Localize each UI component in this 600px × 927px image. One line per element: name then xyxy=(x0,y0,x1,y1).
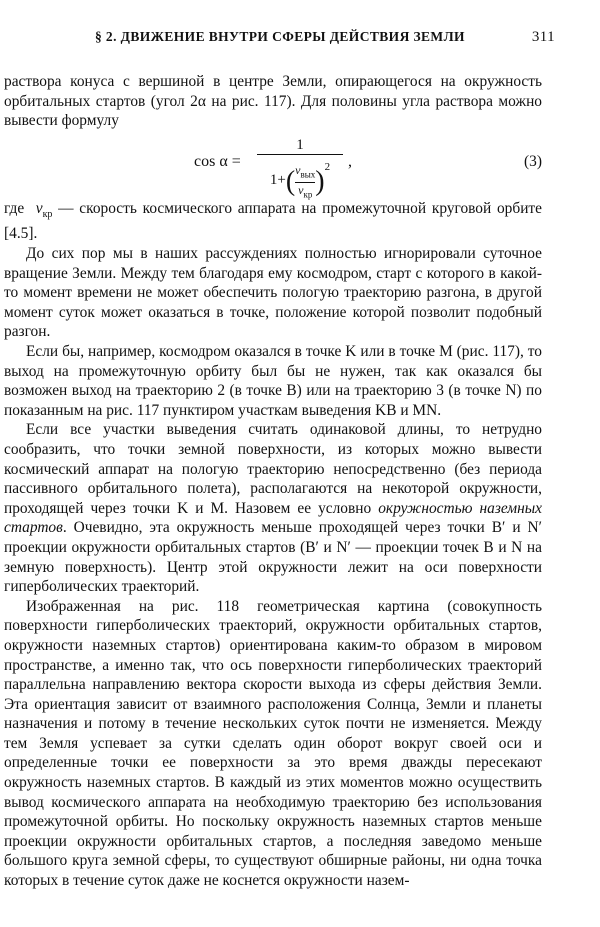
paragraph-5 xyxy=(4,420,542,596)
where-word: где xyxy=(4,199,25,217)
left-paren: ( xyxy=(285,165,296,197)
formula-fraction xyxy=(257,137,343,200)
ratio-numerator: $v_{вых}$ xyxy=(295,163,316,180)
paragraph-2-rest: — скорость космического аппарата на промежуточной круговой орбите [4.5]. xyxy=(4,199,542,243)
formula-3 xyxy=(4,135,542,200)
body-text xyxy=(4,72,542,891)
paragraph-5-part-b: . Очевидно, эта окружность меньше проходящей через точки B′ и N′ проекции окружности орбитальных стартов (B′ и N′ — проекции точек B и N на земную поверхность). Центр этой окружности лежит на оси поверхности гиперболических траекторий. xyxy=(4,519,542,596)
ratio-denominator: $v_{кр}$ xyxy=(298,182,313,200)
page-header xyxy=(95,29,555,51)
fraction-bar xyxy=(257,154,343,155)
page-number: 311 xyxy=(531,29,555,45)
formula-power: 2 xyxy=(324,160,331,173)
v-kr-subscript: кр xyxy=(42,208,53,220)
formula-one-plus: 1+ xyxy=(269,171,286,188)
v-kr-symbol: v xyxy=(35,199,43,217)
velocity-ratio xyxy=(295,164,315,200)
running-title: § 2. ДВИЖЕНИЕ ВНУТРИ СФЕРЫ ДЕЙСТВИЯ ЗЕМЛИ xyxy=(95,29,465,44)
paragraph-5-part-a: Если все участки выведения считать одинаковой длины, то нетрудно сообразить, что точки земной поверхности, из которых можно вывести космический аппарат на пологую траекторию непосредственно (без периода пассивного орбитального полета), располагаются на некоторой окружности, проходящей через точки K и M. Назовем ее условно xyxy=(4,421,542,517)
formula-comma: , xyxy=(348,152,352,170)
paragraph-5-emphasis: окружностью наземных стартов xyxy=(4,499,542,537)
formula-number: (3) xyxy=(524,152,542,170)
right-paren: ) xyxy=(315,165,325,197)
paragraph-3: До сих пор мы в наших рассуждениях полностью игнорировали суточное вращение Земли. Между тем благодаря ему космодром, старт с которого в какой-то момент времени не может обеспечить пологую траекторию разгона, в другой момент суток может оказаться в точке, положение которой позволит подобный разгон. xyxy=(4,245,542,341)
paragraph-4: Если бы, например, космодром оказался в точке K или в точке M (рис. 117), то выход на промежуточную орбиту был бы не нужен, так как оказался бы возможен выход на траекторию 2 (в точке B) или на траекторию 3 (в точке N) по показанным на рис. 117 пунктиром участкам выведения KB и MN. xyxy=(4,343,542,419)
paragraph-2 xyxy=(4,199,542,244)
formula-denominator xyxy=(257,157,343,200)
paragraph-6: Изображенная на рис. 118 геометрическая картина (совокупность поверхности гиперболических траекторий, окружности орбитальных стартов, окружности наземных стартов) ориентирована каким-то образом в мировом пространстве, а именно так, что ось поверхности гиперболических траекторий параллельна направлению вектора скорости выхода из сферы действия Земли. Эта ориентация зависит от взаимного расположения Солнца, Земли и планеты назначения и потому в течение нескольких суток почти не изменяется. Между тем Земля успевает за сутки сделать один оборот вокруг своей оси и определенные точки ее поверхности за это время дважды пересекают окружность наземных стартов. В каждый из этих моментов можно осуществить вывод космического аппарата на необходимую траекторию без использования промежуточной орбиты. Но поскольку окружность наземных стартов меньше проекции окружности орбитальных стартов, а последняя заведомо меньше большого круга земной сферы, то существуют обширные районы, ни одна точка которых в течение суток даже не коснется окружности назем- xyxy=(4,597,542,890)
formula-lhs: cos α = xyxy=(194,152,241,170)
formula-numerator: 1 xyxy=(296,136,304,153)
paragraph-1: раствора конуса с вершиной в центре Земли, опирающегося на окружность орбитальных стартов (угол 2α на рис. 117). Для половины угла раствора можно вывести формулу xyxy=(4,73,542,130)
